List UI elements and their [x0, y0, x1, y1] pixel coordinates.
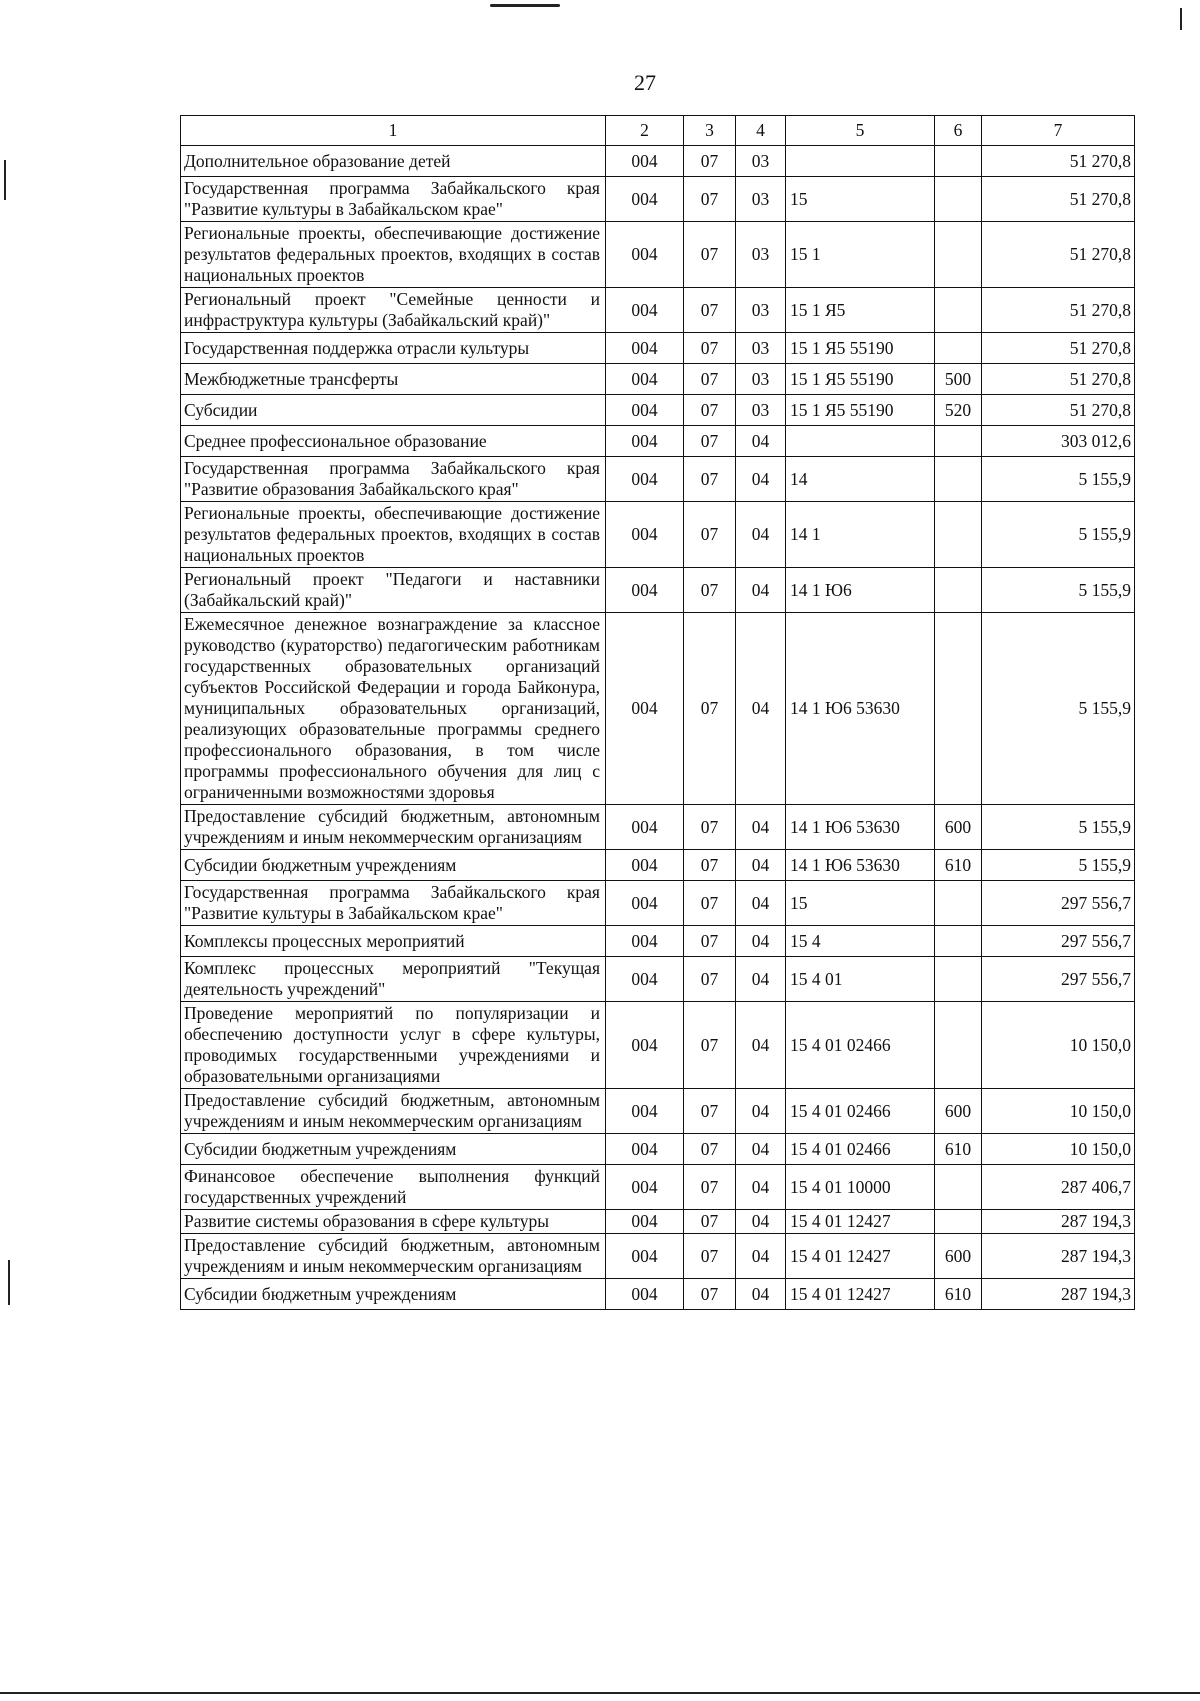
table-row	[181, 457, 1135, 502]
row-vr-cell	[935, 457, 982, 502]
table-row	[181, 1279, 1135, 1310]
table-row	[181, 926, 1135, 957]
row-gr-cell: 004	[606, 146, 684, 177]
table-row	[181, 881, 1135, 926]
row-rz-cell: 07	[684, 1165, 736, 1210]
row-rz-cell: 07	[684, 881, 736, 926]
row-vr-cell	[935, 1165, 982, 1210]
row-rz-cell: 07	[684, 395, 736, 426]
row-sum-cell: 287 194,3	[982, 1279, 1135, 1310]
row-name-cell: Государственная поддержка отрасли культуры	[181, 333, 606, 364]
row-gr-cell: 004	[606, 1210, 684, 1234]
row-name-cell: Предоставление субсидий бюджетным, автономным учреждениям и иным некоммерческим организациям	[181, 1234, 606, 1279]
row-gr-cell: 004	[606, 805, 684, 850]
row-gr-cell: 004	[606, 568, 684, 613]
row-rz-cell: 07	[684, 502, 736, 568]
row-rz-cell: 07	[684, 177, 736, 222]
row-vr-cell: 600	[935, 1234, 982, 1279]
row-pr-cell: 04	[736, 568, 786, 613]
row-name-cell: Субсидии	[181, 395, 606, 426]
row-name-cell: Региональный проект "Педагоги и наставники (Забайкальский край)"	[181, 568, 606, 613]
table-row	[181, 364, 1135, 395]
row-sum-cell: 10 150,0	[982, 1002, 1135, 1089]
header-cell-sum: 7	[982, 116, 1135, 146]
table-row	[181, 177, 1135, 222]
row-cs-cell: 15 1 Я5 55190	[786, 395, 935, 426]
row-cs-cell: 15 4 01 10000	[786, 1165, 935, 1210]
row-gr-cell: 004	[606, 1134, 684, 1165]
table-row	[181, 1165, 1135, 1210]
table-row	[181, 288, 1135, 333]
row-rz-cell: 07	[684, 457, 736, 502]
row-pr-cell: 04	[736, 1165, 786, 1210]
row-sum-cell: 5 155,9	[982, 457, 1135, 502]
row-name-cell: Предоставление субсидий бюджетным, автономным учреждениям и иным некоммерческим организациям	[181, 805, 606, 850]
row-rz-cell: 07	[684, 364, 736, 395]
row-pr-cell: 04	[736, 881, 786, 926]
table-header	[181, 116, 1135, 146]
header-cell-pr: 4	[736, 116, 786, 146]
row-vr-cell	[935, 222, 982, 288]
row-pr-cell: 03	[736, 288, 786, 333]
row-cs-cell: 15 1 Я5	[786, 288, 935, 333]
row-name-cell: Региональные проекты, обеспечивающие достижение результатов федеральных проектов, входящих в состав национальных проектов	[181, 502, 606, 568]
row-sum-cell: 10 150,0	[982, 1089, 1135, 1134]
row-pr-cell: 04	[736, 1210, 786, 1234]
header-cell-cs: 5	[786, 116, 935, 146]
row-name-cell: Субсидии бюджетным учреждениям	[181, 1279, 606, 1310]
row-rz-cell: 07	[684, 333, 736, 364]
row-name-cell: Государственная программа Забайкальского края "Развитие культуры в Забайкальском крае"	[181, 881, 606, 926]
row-vr-cell: 610	[935, 1279, 982, 1310]
row-gr-cell: 004	[606, 288, 684, 333]
row-gr-cell: 004	[606, 926, 684, 957]
row-gr-cell: 004	[606, 364, 684, 395]
row-cs-cell	[786, 426, 935, 457]
row-gr-cell: 004	[606, 333, 684, 364]
table-row	[181, 146, 1135, 177]
row-sum-cell: 5 155,9	[982, 613, 1135, 805]
row-pr-cell: 04	[736, 957, 786, 1002]
row-sum-cell: 5 155,9	[982, 805, 1135, 850]
row-vr-cell	[935, 613, 982, 805]
row-name-cell: Межбюджетные трансферты	[181, 364, 606, 395]
row-sum-cell: 51 270,8	[982, 222, 1135, 288]
row-rz-cell: 07	[684, 1234, 736, 1279]
row-name-cell: Финансовое обеспечение выполнения функций государственных учреждений	[181, 1165, 606, 1210]
row-name-cell: Среднее профессиональное образование	[181, 426, 606, 457]
header-row	[181, 116, 1135, 146]
row-pr-cell: 04	[736, 613, 786, 805]
row-sum-cell: 51 270,8	[982, 288, 1135, 333]
row-vr-cell	[935, 146, 982, 177]
table-row	[181, 1002, 1135, 1089]
row-vr-cell: 610	[935, 850, 982, 881]
row-vr-cell	[935, 1002, 982, 1089]
row-rz-cell: 07	[684, 957, 736, 1002]
header-cell-gr: 2	[606, 116, 684, 146]
row-gr-cell: 004	[606, 1002, 684, 1089]
row-name-cell: Государственная программа Забайкальского края "Развитие образования Забайкальского края"	[181, 457, 606, 502]
row-name-cell: Комплексы процессных мероприятий	[181, 926, 606, 957]
row-rz-cell: 07	[684, 222, 736, 288]
table-row	[181, 957, 1135, 1002]
scan-artifact-right	[1180, 8, 1182, 30]
row-pr-cell: 04	[736, 926, 786, 957]
row-gr-cell: 004	[606, 957, 684, 1002]
row-rz-cell: 07	[684, 850, 736, 881]
budget-table	[180, 115, 1135, 1310]
row-vr-cell	[935, 957, 982, 1002]
table-row	[181, 1234, 1135, 1279]
row-gr-cell: 004	[606, 881, 684, 926]
row-pr-cell: 03	[736, 177, 786, 222]
row-sum-cell: 297 556,7	[982, 926, 1135, 957]
row-pr-cell: 04	[736, 850, 786, 881]
row-pr-cell: 03	[736, 364, 786, 395]
row-cs-cell: 14	[786, 457, 935, 502]
row-cs-cell: 15 4 01 02466	[786, 1134, 935, 1165]
row-pr-cell: 03	[736, 222, 786, 288]
row-cs-cell: 15 1	[786, 222, 935, 288]
row-vr-cell: 500	[935, 364, 982, 395]
row-gr-cell: 004	[606, 1165, 684, 1210]
header-cell-name: 1	[181, 116, 606, 146]
row-name-cell: Региональные проекты, обеспечивающие достижение результатов федеральных проектов, входящих в состав национальных проектов	[181, 222, 606, 288]
row-rz-cell: 07	[684, 613, 736, 805]
row-cs-cell: 15 1 Я5 55190	[786, 333, 935, 364]
row-vr-cell: 610	[935, 1134, 982, 1165]
table-row	[181, 1210, 1135, 1234]
row-rz-cell: 07	[684, 288, 736, 333]
row-rz-cell: 07	[684, 1134, 736, 1165]
table-row	[181, 805, 1135, 850]
row-cs-cell: 14 1 Ю6 53630	[786, 850, 935, 881]
row-name-cell: Развитие системы образования в сфере культуры	[181, 1210, 606, 1234]
row-name-cell: Субсидии бюджетным учреждениям	[181, 850, 606, 881]
row-pr-cell: 04	[736, 1134, 786, 1165]
table-row	[181, 426, 1135, 457]
row-rz-cell: 07	[684, 1279, 736, 1310]
table-row	[181, 1134, 1135, 1165]
row-cs-cell: 15 4 01 12427	[786, 1234, 935, 1279]
row-pr-cell: 04	[736, 502, 786, 568]
row-pr-cell: 04	[736, 1089, 786, 1134]
scan-artifact-left	[8, 1260, 10, 1305]
row-pr-cell: 03	[736, 395, 786, 426]
row-pr-cell: 04	[736, 457, 786, 502]
row-vr-cell	[935, 177, 982, 222]
row-sum-cell: 287 194,3	[982, 1210, 1135, 1234]
row-vr-cell	[935, 502, 982, 568]
table-row	[181, 568, 1135, 613]
row-vr-cell: 600	[935, 805, 982, 850]
row-cs-cell: 15 1 Я5 55190	[786, 364, 935, 395]
row-pr-cell: 04	[736, 1234, 786, 1279]
table-row	[181, 222, 1135, 288]
header-cell-vr: 6	[935, 116, 982, 146]
row-vr-cell	[935, 288, 982, 333]
row-sum-cell: 51 270,8	[982, 146, 1135, 177]
row-name-cell: Ежемесячное денежное вознаграждение за классное руководство (кураторство) педагогическим работникам государственных образовательных организаций субъектов Российской Федерации и города Байконура, муниципальных образовательных организаций, реализующих образовательные программы среднего профессионального образования, в том числе программы профессионального обучения для лиц с ограниченными возможностями здоровья	[181, 613, 606, 805]
row-pr-cell: 03	[736, 333, 786, 364]
row-rz-cell: 07	[684, 146, 736, 177]
row-name-cell: Проведение мероприятий по популяризации и обеспечению доступности услуг в сфере культуры, проводимых государственными учреждениями и образовательными организациями	[181, 1002, 606, 1089]
row-gr-cell: 004	[606, 426, 684, 457]
table-body	[181, 146, 1135, 1310]
table-row	[181, 1089, 1135, 1134]
table-row	[181, 502, 1135, 568]
row-gr-cell: 004	[606, 177, 684, 222]
row-name-cell: Дополнительное образование детей	[181, 146, 606, 177]
row-sum-cell: 51 270,8	[982, 177, 1135, 222]
row-pr-cell: 04	[736, 1279, 786, 1310]
row-sum-cell: 297 556,7	[982, 881, 1135, 926]
row-cs-cell: 15 4	[786, 926, 935, 957]
row-sum-cell: 51 270,8	[982, 333, 1135, 364]
row-vr-cell: 600	[935, 1089, 982, 1134]
table-row	[181, 395, 1135, 426]
row-vr-cell	[935, 568, 982, 613]
row-rz-cell: 07	[684, 426, 736, 457]
row-gr-cell: 004	[606, 222, 684, 288]
row-name-cell: Комплекс процессных мероприятий "Текущая деятельность учреждений"	[181, 957, 606, 1002]
row-gr-cell: 004	[606, 457, 684, 502]
row-sum-cell: 287 194,3	[982, 1234, 1135, 1279]
row-gr-cell: 004	[606, 1234, 684, 1279]
row-sum-cell: 303 012,6	[982, 426, 1135, 457]
row-name-cell: Предоставление субсидий бюджетным, автономным учреждениям и иным некоммерческим организациям	[181, 1089, 606, 1134]
scan-artifact-bottom	[0, 1692, 1200, 1694]
row-gr-cell: 004	[606, 613, 684, 805]
table-row	[181, 850, 1135, 881]
row-sum-cell: 5 155,9	[982, 568, 1135, 613]
row-pr-cell: 04	[736, 426, 786, 457]
scan-artifact-top	[490, 4, 560, 7]
row-name-cell: Субсидии бюджетным учреждениям	[181, 1134, 606, 1165]
row-cs-cell: 15 4 01 02466	[786, 1002, 935, 1089]
row-sum-cell: 297 556,7	[982, 957, 1135, 1002]
row-cs-cell: 14 1 Ю6 53630	[786, 805, 935, 850]
row-sum-cell: 5 155,9	[982, 502, 1135, 568]
row-vr-cell: 520	[935, 395, 982, 426]
row-cs-cell: 15 4 01	[786, 957, 935, 1002]
row-vr-cell	[935, 926, 982, 957]
row-sum-cell: 10 150,0	[982, 1134, 1135, 1165]
row-cs-cell: 15 4 01 12427	[786, 1279, 935, 1310]
row-rz-cell: 07	[684, 1089, 736, 1134]
row-vr-cell	[935, 426, 982, 457]
row-cs-cell: 15	[786, 177, 935, 222]
row-rz-cell: 07	[684, 926, 736, 957]
row-vr-cell	[935, 1210, 982, 1234]
row-cs-cell: 14 1 Ю6	[786, 568, 935, 613]
page-number: 27	[634, 70, 656, 95]
row-gr-cell: 004	[606, 395, 684, 426]
row-name-cell: Государственная программа Забайкальского края "Развитие культуры в Забайкальском крае"	[181, 177, 606, 222]
row-sum-cell: 287 406,7	[982, 1165, 1135, 1210]
row-cs-cell: 15 4 01 12427	[786, 1210, 935, 1234]
row-cs-cell: 14 1 Ю6 53630	[786, 613, 935, 805]
row-vr-cell	[935, 881, 982, 926]
row-rz-cell: 07	[684, 568, 736, 613]
row-cs-cell: 15 4 01 02466	[786, 1089, 935, 1134]
row-gr-cell: 004	[606, 1279, 684, 1310]
scan-artifact-left	[4, 160, 6, 200]
header-cell-rz: 3	[684, 116, 736, 146]
row-vr-cell	[935, 333, 982, 364]
row-cs-cell: 15	[786, 881, 935, 926]
table-row	[181, 333, 1135, 364]
table-row	[181, 613, 1135, 805]
row-rz-cell: 07	[684, 1210, 736, 1234]
row-gr-cell: 004	[606, 850, 684, 881]
row-rz-cell: 07	[684, 805, 736, 850]
row-sum-cell: 5 155,9	[982, 850, 1135, 881]
row-gr-cell: 004	[606, 1089, 684, 1134]
row-cs-cell: 14 1	[786, 502, 935, 568]
row-sum-cell: 51 270,8	[982, 395, 1135, 426]
row-gr-cell: 004	[606, 502, 684, 568]
row-rz-cell: 07	[684, 1002, 736, 1089]
row-sum-cell: 51 270,8	[982, 364, 1135, 395]
row-pr-cell: 04	[736, 805, 786, 850]
row-cs-cell	[786, 146, 935, 177]
row-name-cell: Региональный проект "Семейные ценности и инфраструктура культуры (Забайкальский край)"	[181, 288, 606, 333]
row-pr-cell: 03	[736, 146, 786, 177]
row-pr-cell: 04	[736, 1002, 786, 1089]
